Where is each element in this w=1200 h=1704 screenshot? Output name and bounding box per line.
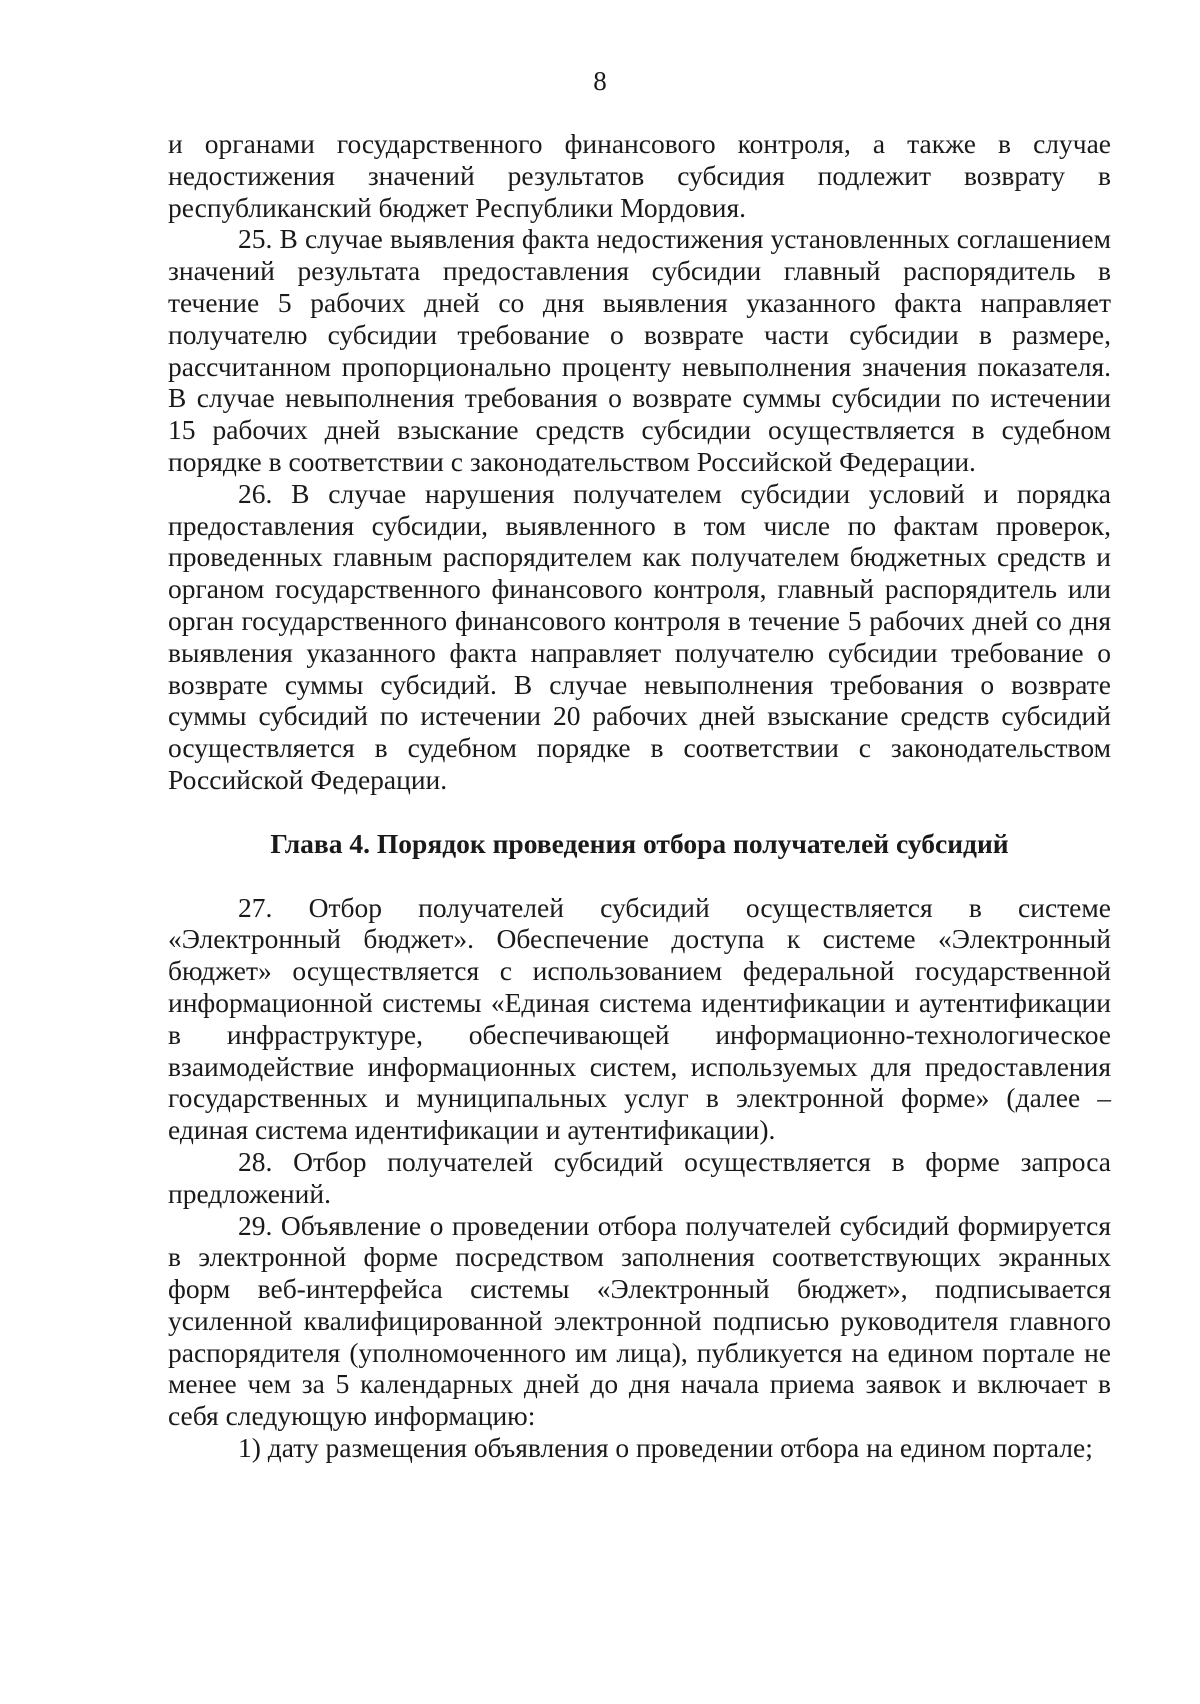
document-body <box>168 128 1111 1464</box>
page-number: 8 <box>593 66 607 96</box>
chapter-heading: Глава 4. Порядок проведения отбора получателей субсидий <box>270 827 1009 859</box>
paragraph-26: 26. В случае нарушения получателем субсидии условий и порядка предоставления субсидии, выявленного в том числе по фактам проверок, проведенных главным распорядителем как получателем бюджетных средств и органом государственного финансового контроля, главный распорядитель или орган государственного финансового контроля в течение 5 рабочих дней со дня выявления указанного факта направляет получателю субсидии требование о возврате суммы субсидий. В случае невыполнения требования о возврате суммы субсидий по истечении 20 рабочих дней взыскание средств субсидий осуществляется в судебном порядке в соответствии с законодательством Российской Федерации. <box>168 477 1111 795</box>
paragraph-continuation: и органами государственного финансового контроля, а также в случае недостижения значений результатов субсидия подлежит возврату в республиканский бюджет Республики Мордовия. <box>168 128 1111 223</box>
paragraph-25: 25. В случае выявления факта недостижения установленных соглашением значений результата предоставления субсидии главный распорядитель в течение 5 рабочих дней со дня выявления указанного факта направляет получателю субсидии требование о возврате части субсидии в размере, рассчитанном пропорционально проценту невыполнения значения показателя. В случае невыполнения требования о возврате суммы субсидии по истечении 15 рабочих дней взыскание средств субсидии осуществляется в судебном порядке в соответствии с законодательством Российской Федерации. <box>168 223 1111 477</box>
paragraph-27: 27. Отбор получателей субсидий осуществляется в системе «Электронный бюджет». Обеспечение доступа к системе «Электронный бюджет» осуществляется с использованием федеральной государственной информационной системы «Единая система идентификации и аутентификации в инфраструктуре, обеспечивающей информационно-технологическое взаимодействие информационных систем, используемых для предоставления государственных и муниципальных услуг в электронной форме» (далее – единая система идентификации и аутентификации). <box>168 891 1111 1146</box>
paragraph-28: 28. Отбор получателей субсидий осуществляется в форме запроса предложений. <box>168 1145 1111 1209</box>
paragraph-29: 29. Объявление о проведении отбора получателей субсидий формируется в электронной форме посредством заполнения соответствующих экранных форм веб-интерфейса системы «Электронный бюджет», подписывается усиленной квалифицированной электронной подписью руководителя главного распорядителя (уполномоченного им лица), публикуется на едином портале не менее чем за 5 календарных дней до дня начала приема заявок и включает в себя следующую информацию: <box>168 1209 1111 1432</box>
list-item-1: 1) дату размещения объявления о проведении отбора на едином портале; <box>238 1432 1093 1464</box>
